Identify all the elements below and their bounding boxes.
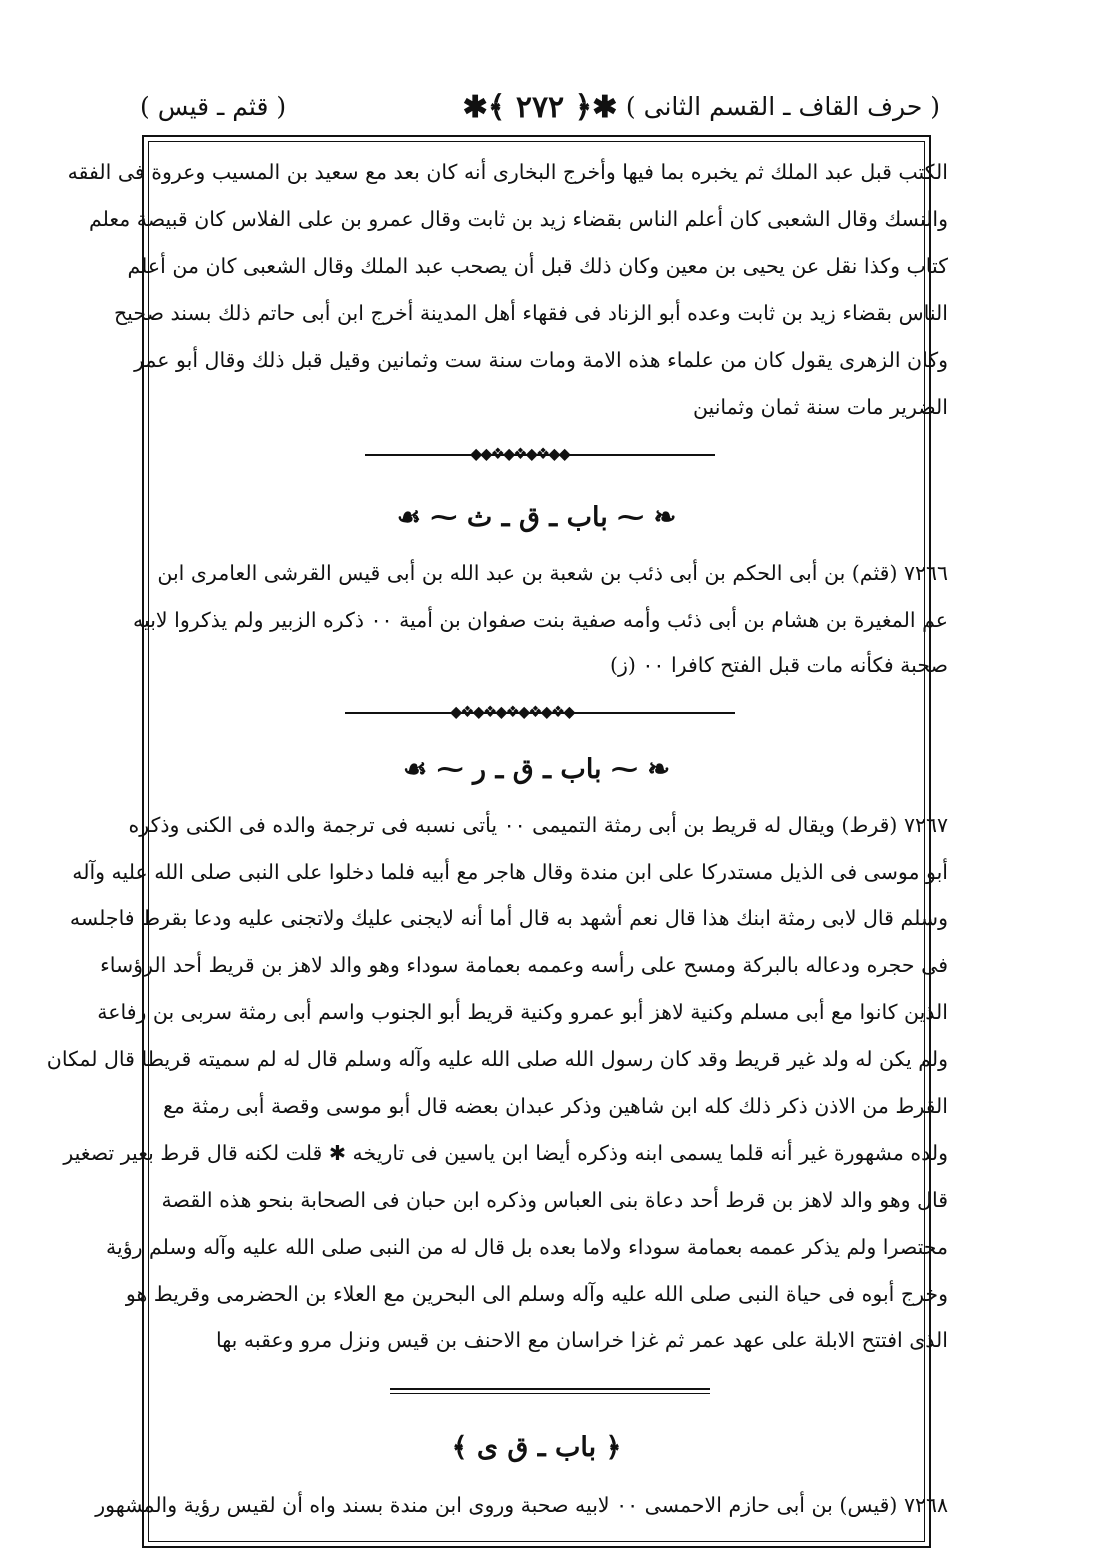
section-heading-text: باب ـ ق ـ ث [466,502,608,533]
text-line: فى حجره ودعاله بالبركة ومسح على رأسه وعممه بعمامة سوداء وهو والد لاهز بن قريط أحد الرؤساء [100,953,948,977]
divider-rule [390,1388,710,1390]
header-entry-range: ( قثم ـ قيس ) [140,92,287,121]
heading-ornament-icon: ❧ ⁓ [601,754,671,785]
header-chapter-title: ( حرف القاف ـ القسم الثانى ) [625,92,940,121]
page-number: ✱﴿ ٢٧٢ ﴾✱ [462,90,618,125]
text-line: وسلم قال لابى رمثة ابنك هذا قال نعم أشهد به قال أما أنه لايجنى عليك ولاتجنى عليه ودعا بقرط فاجلسه [69,906,948,930]
text-line: ٧٢٦٧ (قرط) ويقال له قريط بن أبى رمثة التميمى ٠٠ يأتى نسبه فى ترجمة والده فى الكنى وذكره [128,813,948,837]
text-line: كتاب وكذا نقل عن يحيى بن معين وكان ذلك قبل أن يصحب عبد الملك وقال الشعبى كان من أعلم [127,254,948,278]
text-line: القرط من الاذن ذكر ذلك كله ابن شاهين وذكر عبدان بعضه قال أبو موسى وقصة أبى رمثة مع [163,1094,948,1118]
text-line: وكان الزهرى يقول كان من علماء هذه الامة ومات سنة ست وثمانين وقيل قبل ذلك وقال أبو عمر [134,348,948,372]
divider-ornament: ◆❖◆❖◆❖◆❖◆❖◆ [450,702,574,721]
section-heading-text: باب ـ ق ـ ر [473,754,602,785]
section-heading-qr [142,754,931,785]
text-line: ٧٢٦٦ (قثم) بن أبى الحكم بن أبى ذئب بن شعبة بن عبد الله بن أبى قيس القرشى العامرى ابن [157,561,948,585]
heading-ornament-icon: ❧ ⁓ [607,502,677,533]
text-line: ٧٢٦٨ (قيس) بن أبى حازم الاحمسى ٠٠ لابيه صحبة وروى ابن مندة بسند واه أن لقيس رؤية والمشهور [95,1493,948,1517]
section-heading-text: ﴿ باب ـ ق ى ﴾ [451,1432,622,1463]
text-line: الناس بقضاء زيد بن ثابت وعده أبو الزناد فى فقهاء أهل المدينة أخرج ابن أبى حاتم ذلك بسند صحيح [113,301,948,325]
page-header [140,92,940,132]
text-line: عم المغيرة بن هشام بن أبى ذئب وأمه صفية بنت صفوان بن أمية ٠٠ ذكره الزبير ولم يذكروا لابيه [133,608,948,632]
text-line: وخرج أبوه فى حياة النبى صلى الله عليه وآله وسلم الى البحرين مع العلاء بن الحضرمى وقريط هو [125,1282,948,1306]
text-line: مختصرا ولم يذكر عممه بعمامة سوداء ولاما بعده بل قال له من النبى صلى الله عليه وآله وسلم رؤية [106,1235,948,1259]
text-line: الذى افتتح الابلة على عهد عمر ثم غزا خراسان مع الاحنف بن قيس ونزل مرو وعقبه بها [215,1328,948,1352]
text-line: والنسك وقال الشعبى كان أعلم الناس بقضاء زيد بن ثابت وقال عمرو بن على الفلاس كان قبيصة معلم [88,207,948,231]
text-line: ولم يكن له ولد غير قريط وقد كان رسول الله صلى الله عليه وآله وسلم قال له لم سميته قريطا قال لمكان [46,1047,948,1071]
section-heading-qth [142,502,931,533]
text-line: صحبة فكأنه مات قبل الفتح كافرا ٠٠ (ز) [609,653,948,677]
text-line: الضرير مات سنة ثمان وثمانين [692,395,948,419]
text-line: أبو موسى فى الذيل مستدركا على ابن مندة وقال هاجر مع أبيه فلما دخلوا على النبى صلى الله عليه وآله [72,860,948,884]
divider-rule [390,1393,710,1394]
text-line: الكتب قبل عبد الملك ثم يخبره بما فيها وأخرج البخارى أنه كان بعد مع سعيد بن المسيب وعروة فى الفقه [67,160,948,184]
heading-ornament-icon: ⁓ ☙ [396,502,467,533]
text-line: الذين كانوا مع أبى مسلم وكنية لاهز أبو عمرو وكنية قريط أبو الجنوب واسم أبى رمثة سربى بن رفاعة [97,1000,948,1024]
section-heading-qy [142,1432,931,1463]
text-line: قال وهو والد لاهز بن قرط أحد دعاة بنى العباس وذكره ابن حبان فى الصحابة بنحو هذه القصة [161,1188,948,1212]
text-line: ولده مشهورة غير أنه قلما يسمى ابنه وذكره أيضا ابن ياسين فى تاريخه ✱ قلت لكنه قال قرط بغير تصغير [63,1141,948,1165]
divider-ornament: ◆◆❖◆❖◆❖◆◆ [470,444,569,463]
heading-ornament-icon: ⁓ ☙ [402,754,473,785]
